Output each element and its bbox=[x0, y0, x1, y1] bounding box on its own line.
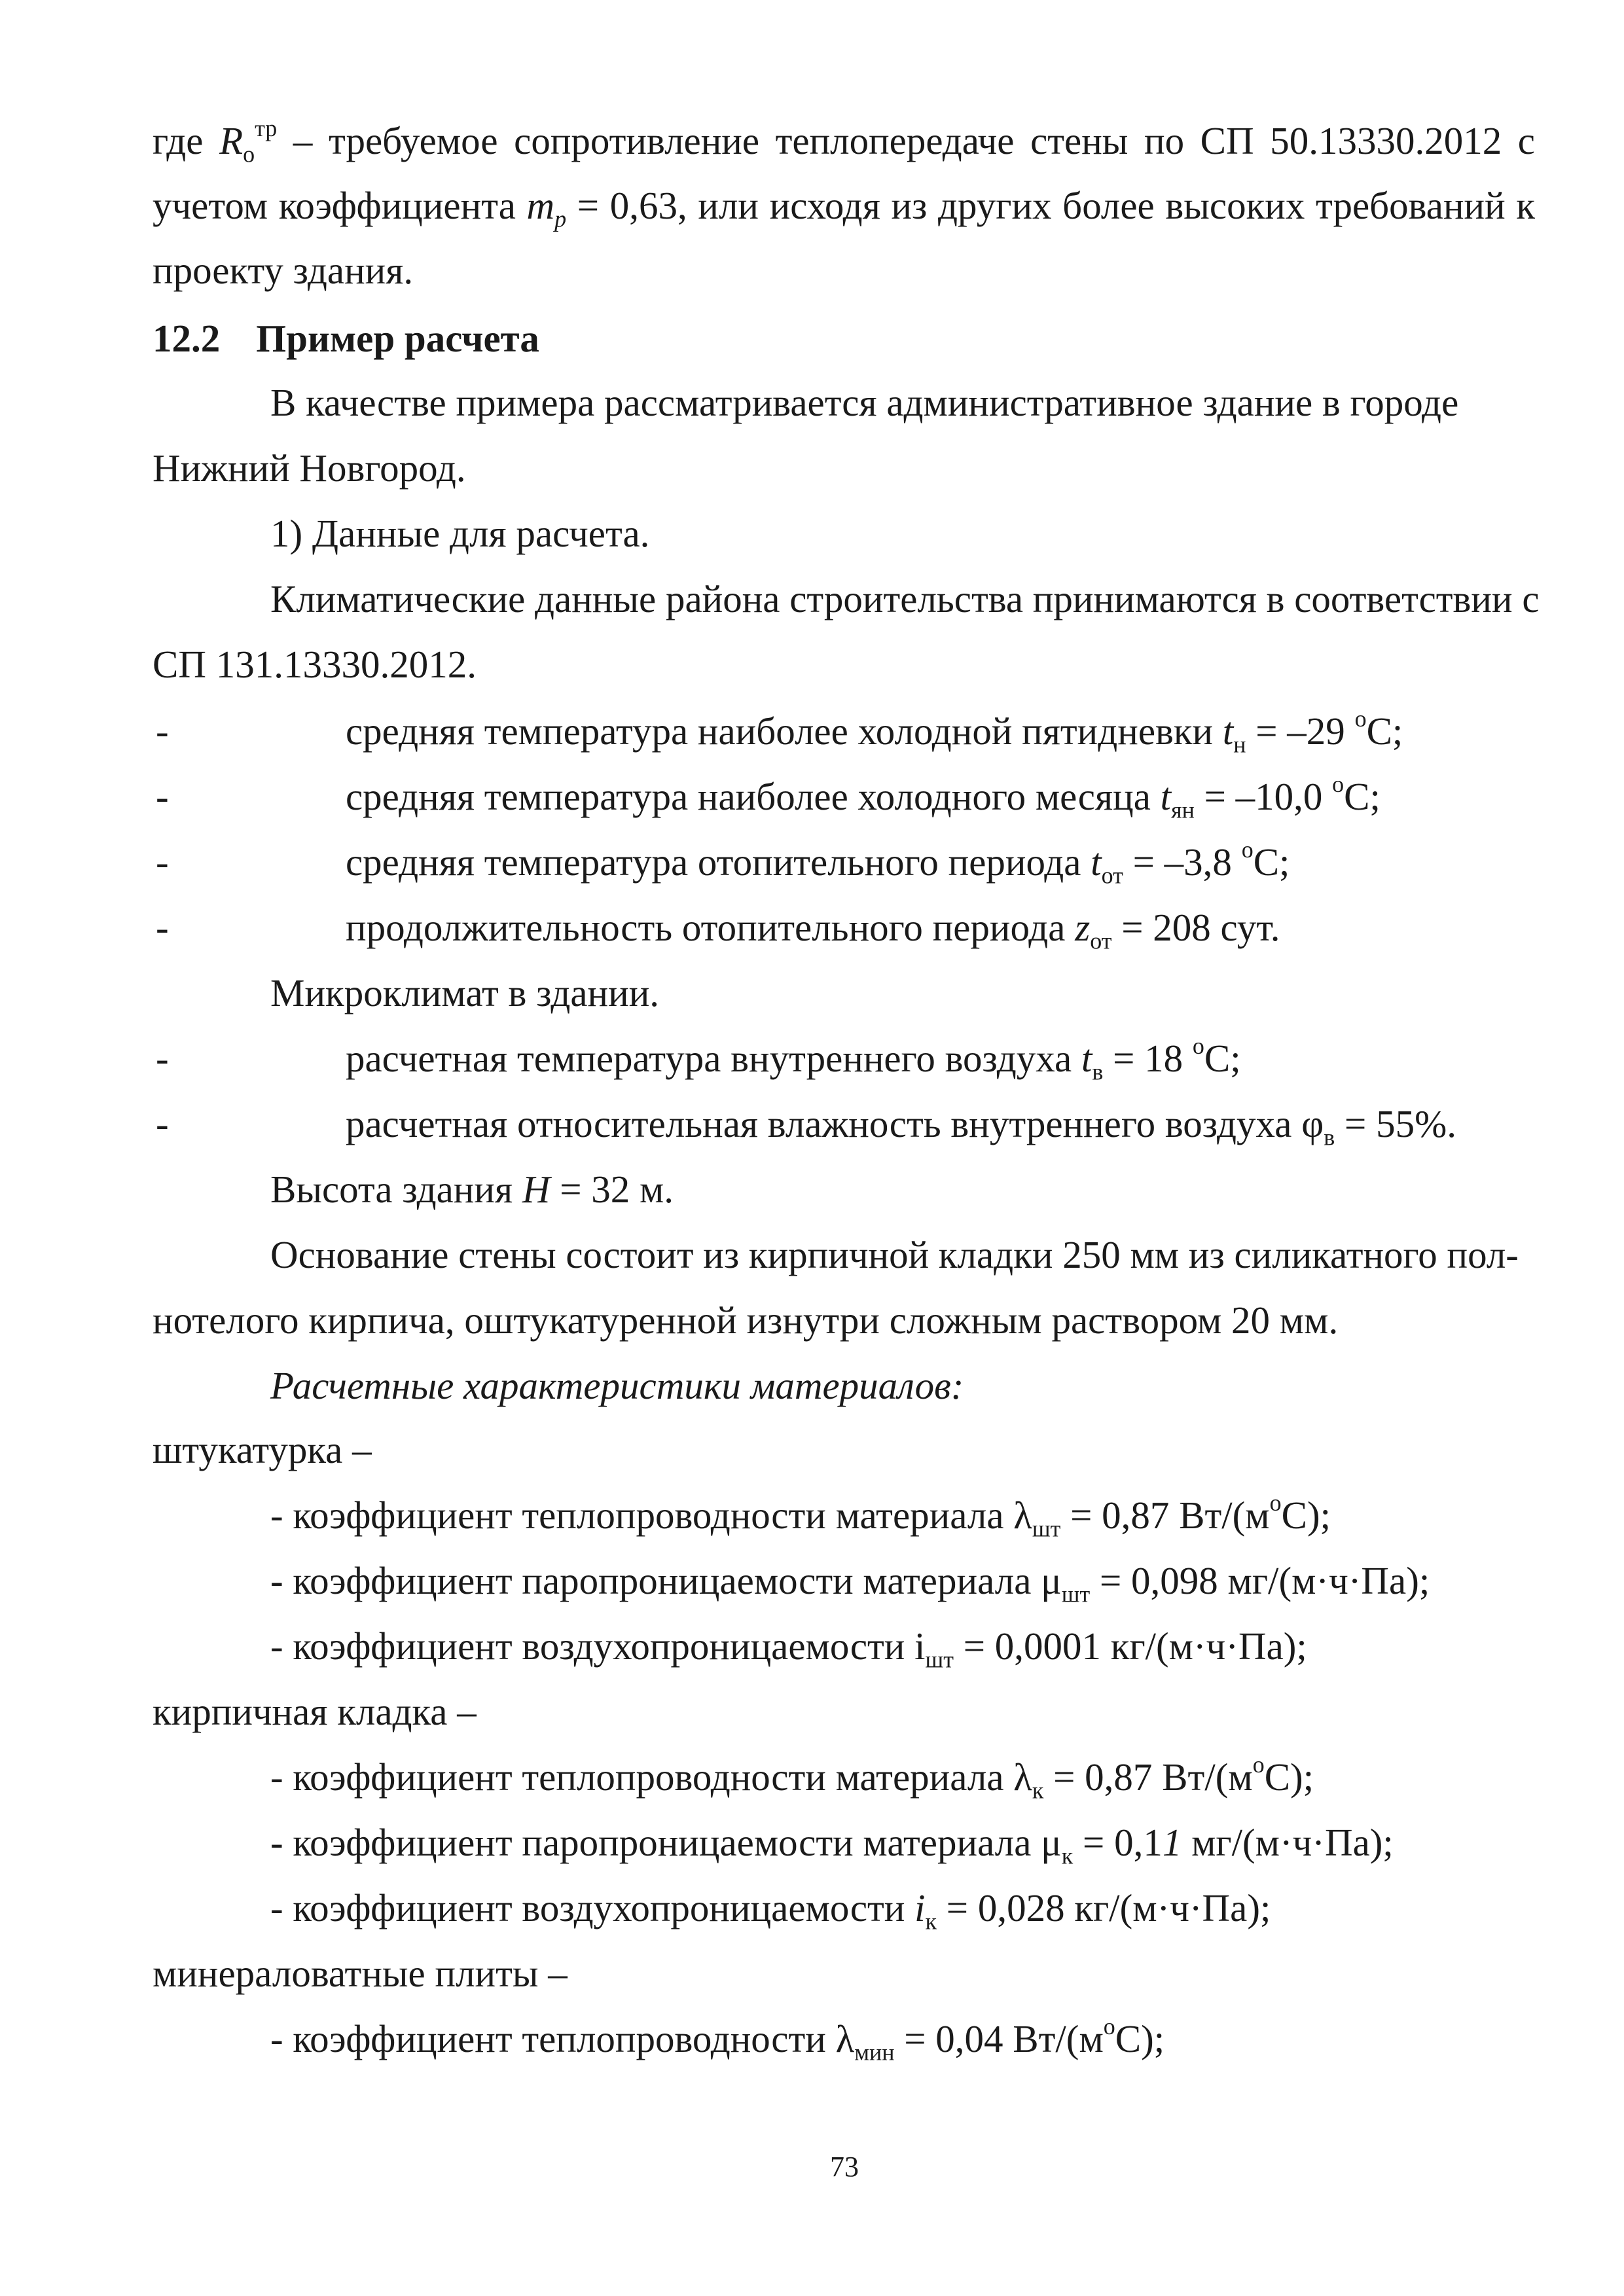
section-number: 12.2 bbox=[153, 317, 221, 360]
material-name-mineral: минераловатные плиты – bbox=[153, 1952, 568, 1995]
material-property: - коэффициент воздухопроницаемости $i_{шт} = 0,0001$ кг/(м·ч·Па); bbox=[270, 1624, 1307, 1673]
example-line-1: В качестве примера рассматривается административное здание в городе bbox=[270, 381, 1459, 424]
climate-item: средняя температура отопительного периода $t_{от} = -3,8$ $^o$С; bbox=[346, 836, 1290, 889]
climate-item-dash: - bbox=[156, 709, 169, 753]
building-height: Высота здания H = 32 м. bbox=[270, 1168, 674, 1211]
material-property: - коэффициент паропроницаемости материала $\mu_{шт} = 0,098$ мг/(м·ч·Па); bbox=[270, 1559, 1430, 1607]
material-property: - коэффициент теплопроводности $\lambda_{мин} = 0,04$ $Вт/(м^oС)$; bbox=[270, 2013, 1165, 2066]
micro-heading: Микроклимат в здании. bbox=[270, 971, 660, 1014]
micro-item: расчетная относительная влажность внутреннего воздуха $\varphi_в = 55\%$. bbox=[346, 1102, 1456, 1151]
intro-line-1: где $R_о^{тр}$ – требуемое сопротивление теплопередаче стены по СП 50.13330.2012 с bbox=[153, 115, 1535, 168]
micro-item-dash: - bbox=[156, 1102, 169, 1145]
material-property: - коэффициент теплопроводности материала $\lambda_к = 0,87$ $Вт/(м^oС)$; bbox=[270, 1751, 1314, 1804]
climate-line-2: СП 131.13330.2012. bbox=[153, 643, 477, 686]
climate-line-1: Климатические данные района строительства принимаются в соответствии с bbox=[270, 577, 1540, 620]
example-line-2: Нижний Новгород. bbox=[153, 446, 466, 490]
intro-line-3: проекту здания. bbox=[153, 249, 414, 292]
climate-item-dash: - bbox=[156, 906, 169, 949]
climate-item-dash: - bbox=[156, 775, 169, 818]
page-number: 73 bbox=[830, 2151, 859, 2183]
climate-item: средняя температура наиболее холодной пятидневки $t_н = -29$ $^o$С; bbox=[346, 706, 1403, 758]
climate-item: продолжительность отопительного периода $z_{от} = 208$ сут. bbox=[346, 906, 1280, 954]
climate-item: средняя температура наиболее холодного месяца $t_{ян} = -10,0$ $^o$С; bbox=[346, 771, 1380, 823]
material-property: - коэффициент теплопроводности материала $\lambda_{шт} = 0,87$ $Вт/(м^oС)$; bbox=[270, 1490, 1331, 1542]
intro-line-2: учетом коэффициента $m_p = 0,63$, или исходя из других более высоких требований к bbox=[153, 184, 1535, 232]
section-title: Пример расчета bbox=[256, 317, 539, 360]
micro-item: расчетная температура внутреннего воздуха $t_в = 18$ $^o$С; bbox=[346, 1033, 1241, 1085]
data-heading: 1) Данные для расчета. bbox=[270, 512, 650, 555]
section-heading bbox=[153, 317, 539, 360]
base-line-2: нотелого кирпича, оштукатуренной изнутри сложным раствором 20 мм. bbox=[153, 1299, 1339, 1342]
micro-item-dash: - bbox=[156, 1037, 169, 1080]
material-name-brick: кирпичная кладка – bbox=[153, 1690, 477, 1733]
climate-item-dash: - bbox=[156, 840, 169, 884]
base-line-1: Основание стены состоит из кирпичной кладки 250 мм из силикатного пол- bbox=[270, 1233, 1519, 1276]
material-property: - коэффициент паропроницаемости материала $\mu_к = 0,11$ мг/(м·ч·Па); bbox=[270, 1821, 1394, 1869]
materials-heading: Расчетные характеристики материалов: bbox=[270, 1364, 964, 1407]
material-name-plaster: штукатурка – bbox=[153, 1428, 372, 1471]
material-property: - коэффициент воздухопроницаемости $i_к = 0,028$ кг/(м·ч·Па); bbox=[270, 1886, 1271, 1935]
